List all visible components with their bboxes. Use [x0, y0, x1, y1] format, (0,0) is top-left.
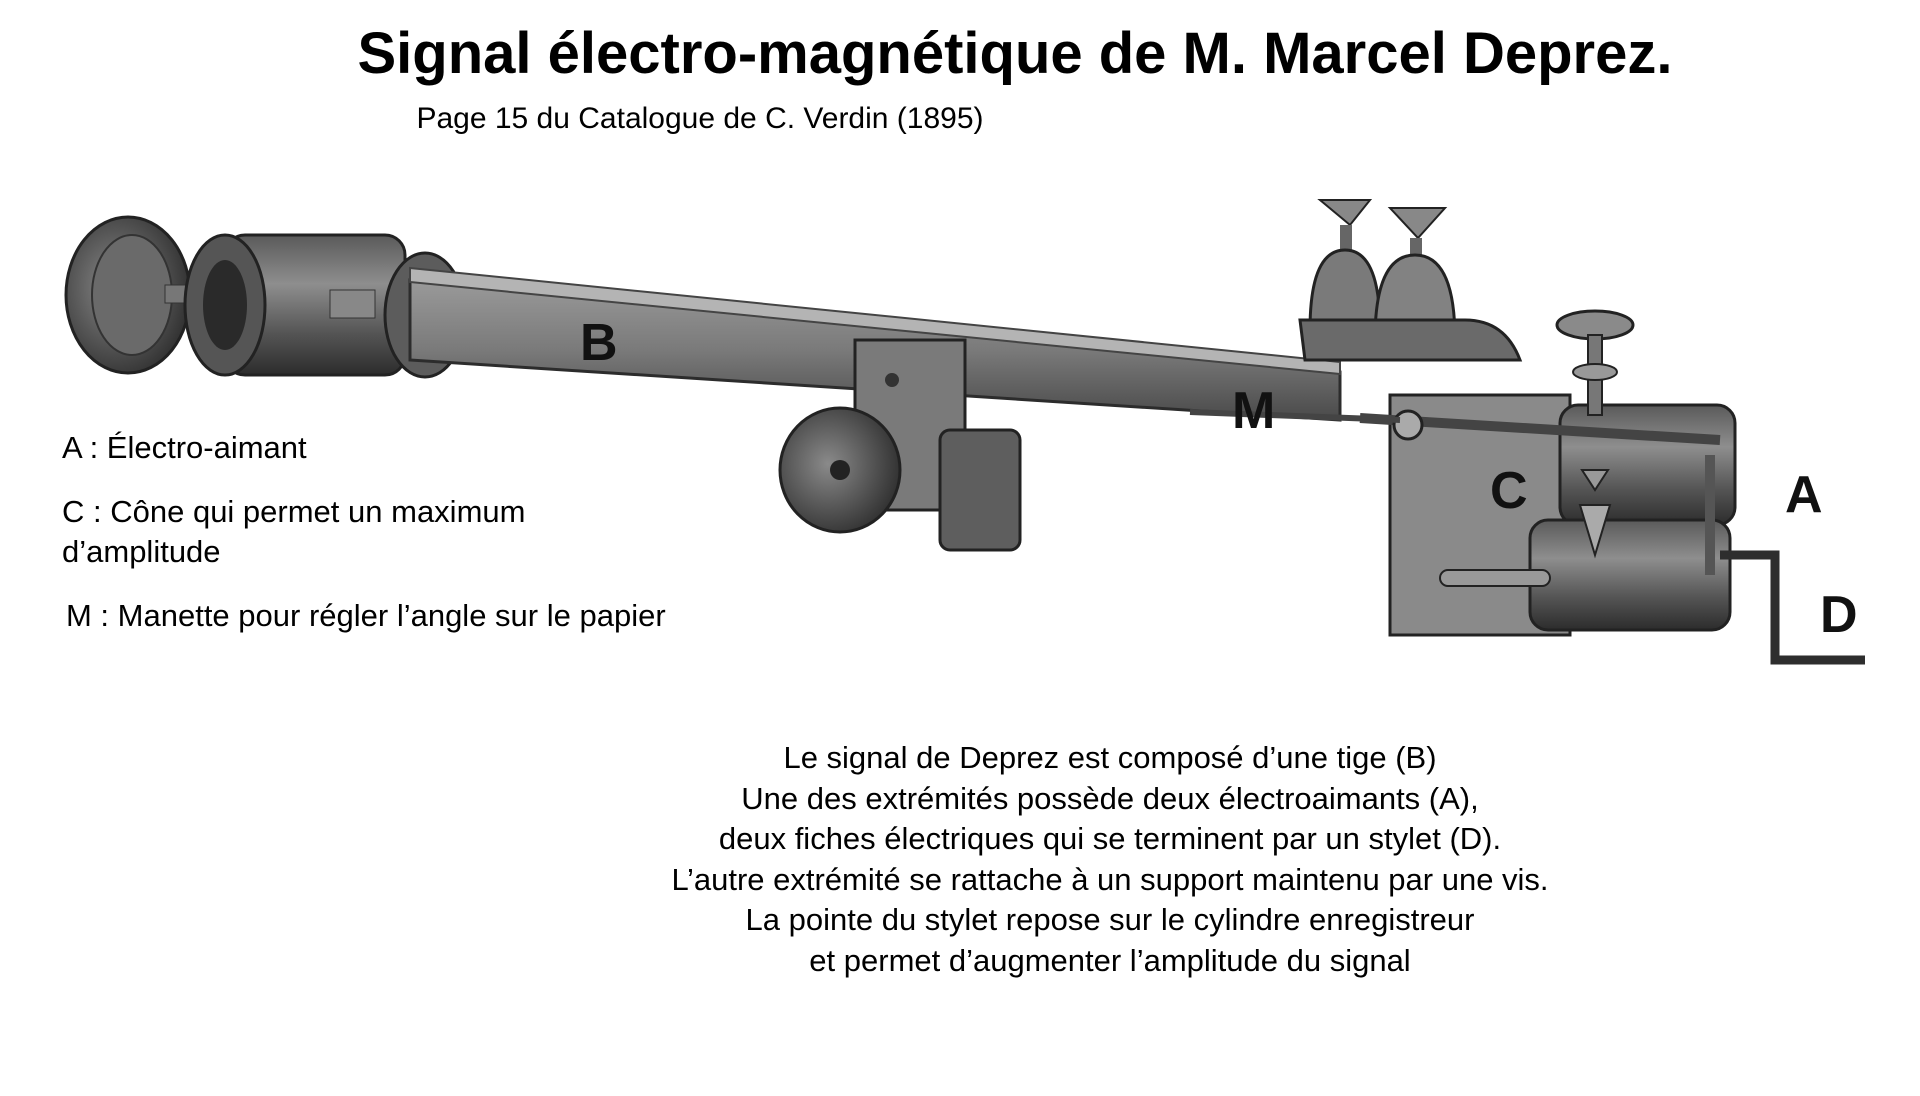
legend-a: A : Électro-aimant: [62, 430, 307, 465]
label-m: M: [1232, 382, 1276, 440]
terminals: [1300, 200, 1520, 360]
description-line: Le signal de Deprez est composé d’une tige (B): [783, 740, 1437, 775]
description-line: deux fiches électriques qui se terminent par un stylet (D).: [718, 821, 1502, 856]
description-block: [560, 738, 1660, 981]
page-subtitle: Page 15 du Catalogue de C. Verdin (1895): [416, 102, 984, 135]
left-knob: [66, 217, 200, 373]
page-title: Signal électro-magnétique de M. Marcel Deprez.: [357, 21, 1673, 86]
description-line: Une des extrémités possède deux électroaimants (A),: [741, 780, 1479, 816]
legend-m: M : Manette pour régler l’angle sur le papier: [66, 598, 666, 633]
label-d: D: [1820, 586, 1858, 644]
description-line: La pointe du stylet repose sur le cylindre enregistreur: [745, 902, 1475, 937]
label-a: A: [1785, 466, 1823, 524]
label-c: C: [1490, 462, 1528, 520]
description-line: L’autre extrémité se rattache à un support maintenu par une vis.: [671, 861, 1549, 897]
label-b: B: [580, 314, 618, 372]
description-line: et permet d’augmenter l’amplitude du signal: [809, 942, 1411, 978]
legend-c: C : Cône qui permet un maximum d’amplitude: [62, 494, 526, 569]
